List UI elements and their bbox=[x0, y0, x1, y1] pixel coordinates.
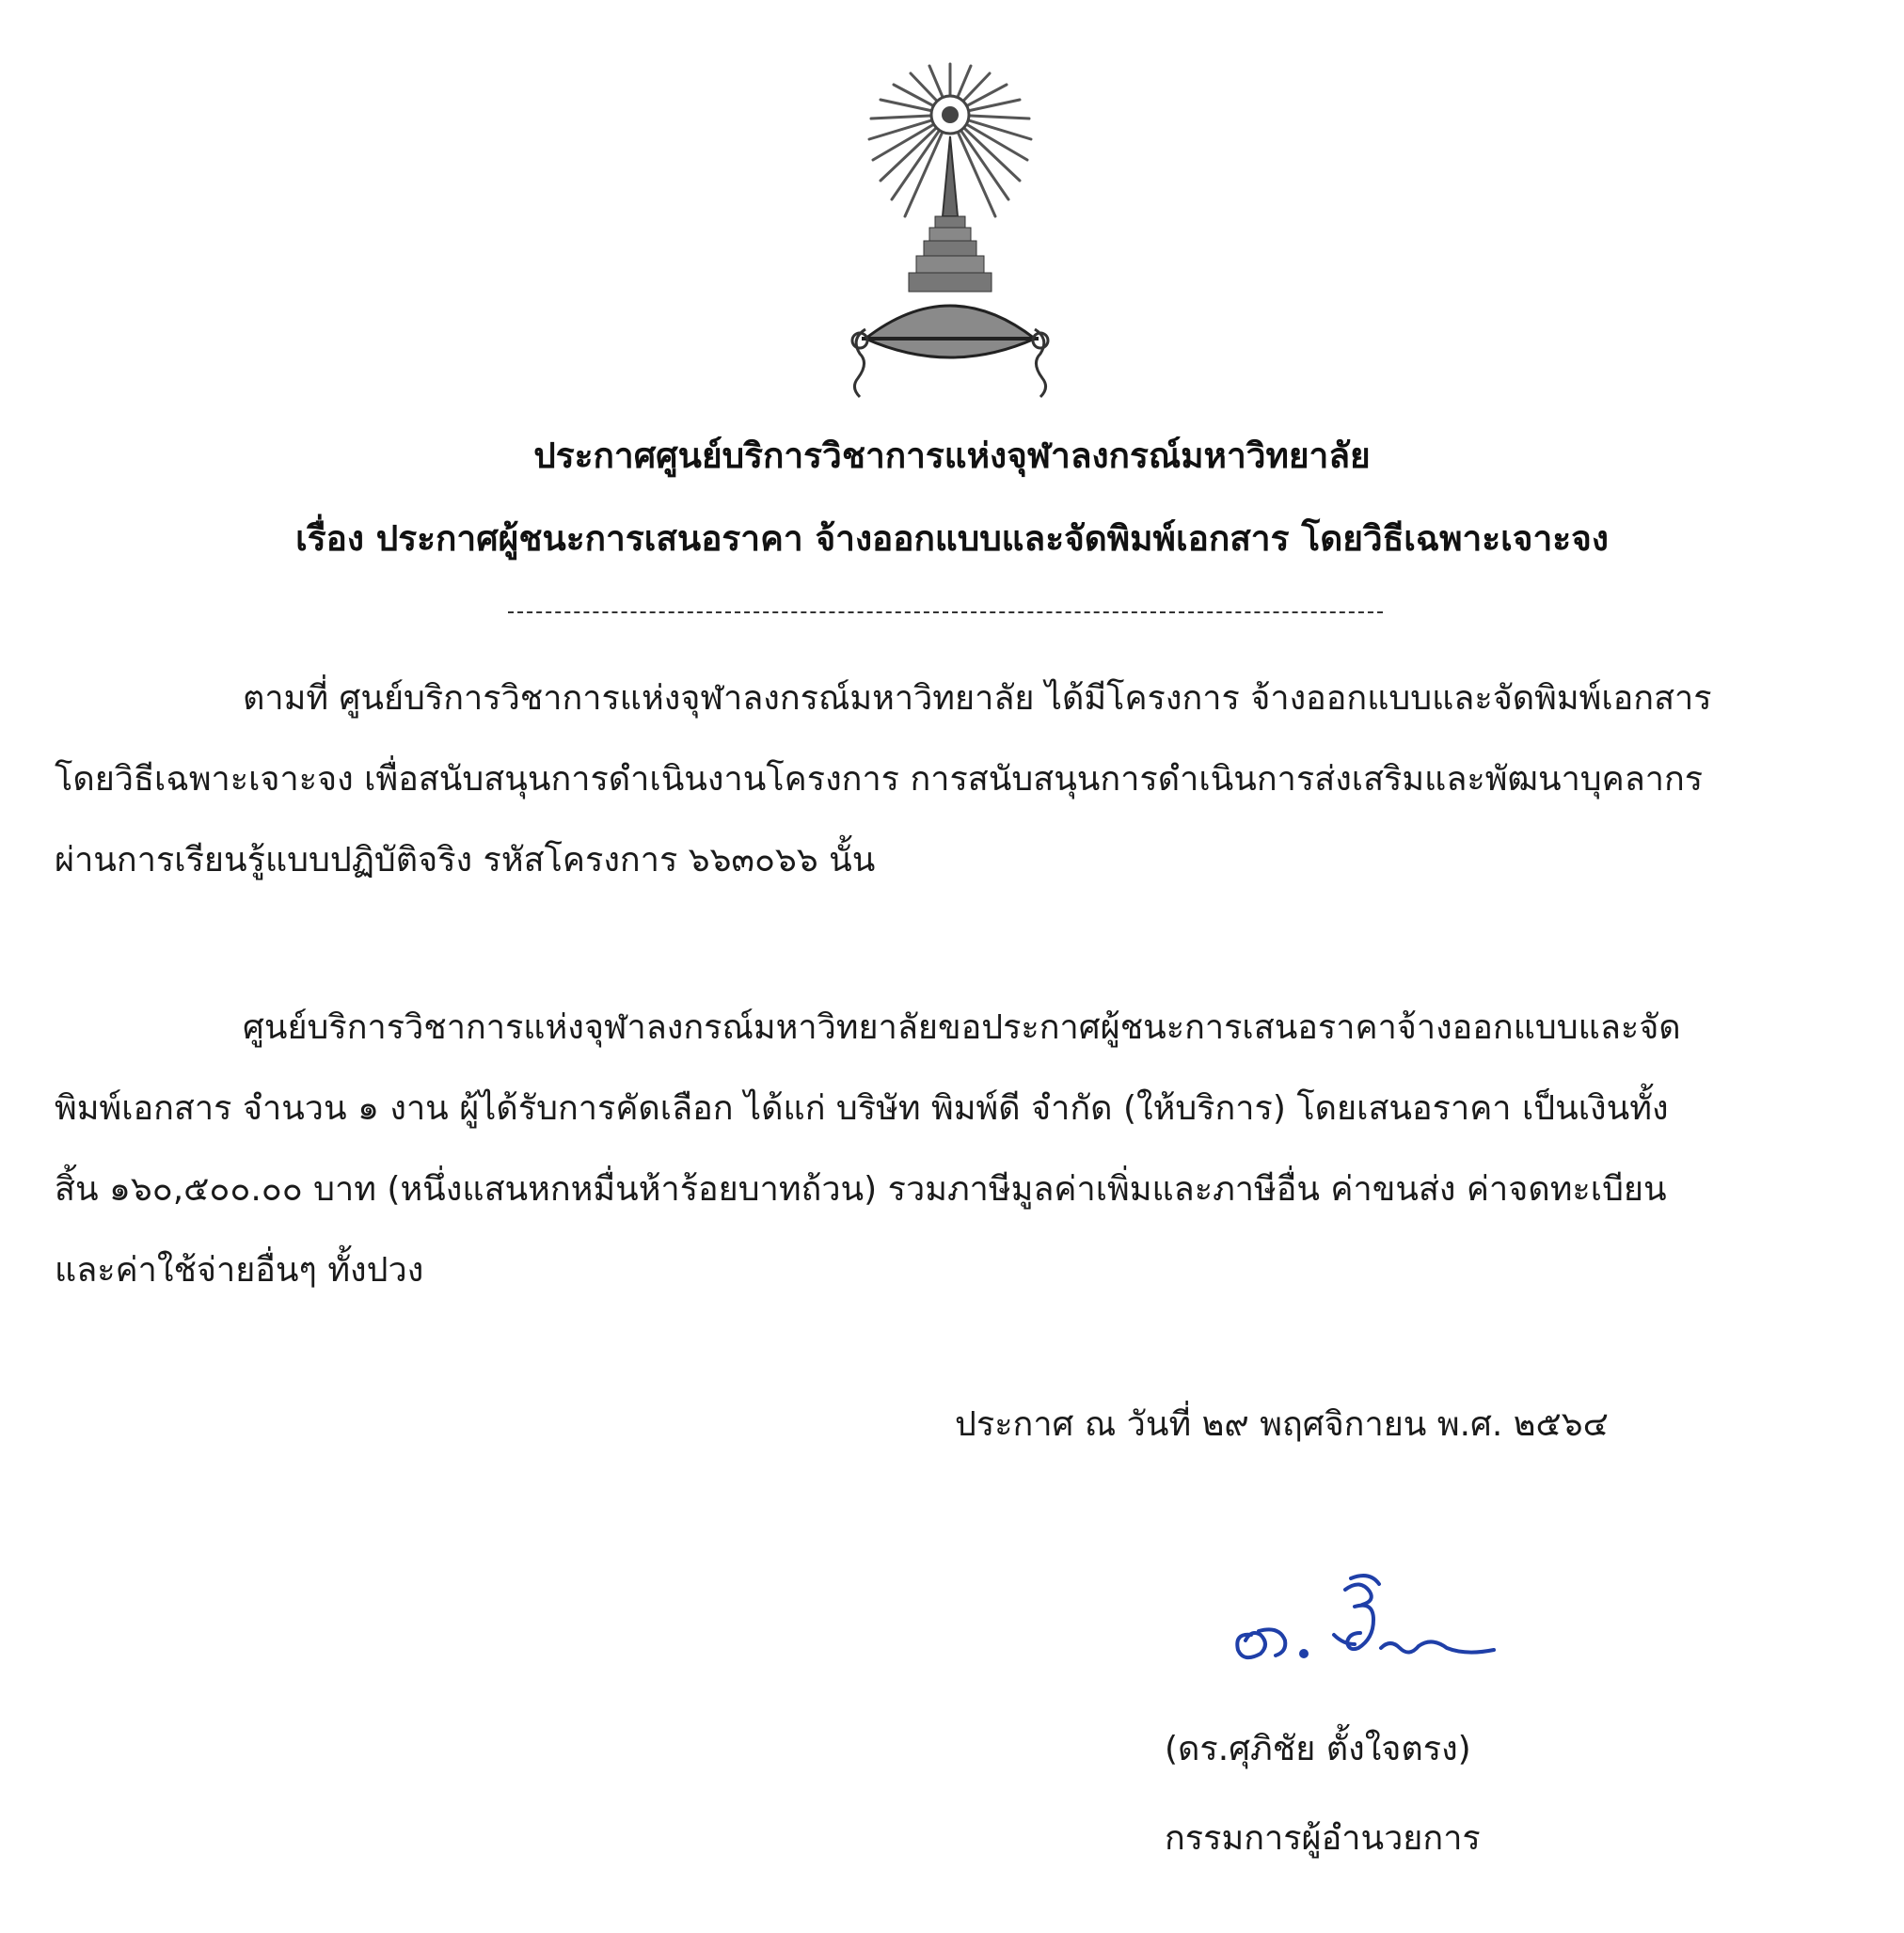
paragraph-line: โดยวิธีเฉพาะเจาะจง เพื่อสนับสนุนการดำเนินงานโครงการ การสนับสนุนการดำเนินการส่งเสริมและพัฒนาบุคลากร bbox=[55, 760, 1704, 799]
divider bbox=[508, 611, 1383, 613]
signer-name: (ดร.ศุภิชัย ตั้งใจตรง) bbox=[1165, 1730, 1471, 1768]
announcement-subject: เรื่อง ประกาศผู้ชนะการเสนอราคา จ้างออกแบบและจัดพิมพ์เอกสาร โดยวิธีเฉพาะเจาะจง bbox=[295, 518, 1609, 559]
announcement-title: ประกาศศูนย์บริการวิชาการแห่งจุฬาลงกรณ์มหาวิทยาลัย bbox=[533, 436, 1371, 476]
body-paragraph-2 bbox=[55, 988, 1837, 1311]
handwritten-signature bbox=[1214, 1569, 1505, 1672]
university-emblem-icon bbox=[837, 56, 1063, 414]
paragraph-line: พิมพ์เอกสาร จำนวน ๑ งาน ผู้ได้รับการคัดเลือก ได้แก่ บริษัท พิมพ์ดี จำกัด (ให้บริการ) โดยเสนอราคา เป็นเงินทั้ง bbox=[55, 1089, 1669, 1128]
body-paragraph-1 bbox=[55, 658, 1837, 901]
paragraph-line: ผ่านการเรียนรู้แบบปฏิบัติจริง รหัสโครงการ ๖๖๓๐๖๖ นั้น bbox=[55, 841, 876, 879]
signer-position: กรรมการผู้อำนวยการ bbox=[1165, 1819, 1481, 1858]
paragraph-line: และค่าใช้จ่ายอื่นๆ ทั้งปวง bbox=[55, 1251, 424, 1290]
paragraph-line: สิ้น ๑๖๐,๕๐๐.๐๐ บาท (หนึ่งแสนหกหมื่นห้าร้อยบาทถ้วน) รวมภาษีมูลค่าเพิ่มและภาษีอื่น ค่าขนส่ง ค่าจดทะเบียน bbox=[55, 1170, 1667, 1209]
paragraph-line: ศูนย์บริการวิชาการแห่งจุฬาลงกรณ์มหาวิทยาลัยขอประกาศผู้ชนะการเสนอราคาจ้างออกแบบและจัด bbox=[243, 1008, 1681, 1047]
paragraph-line: ตามที่ ศูนย์บริการวิชาการแห่งจุฬาลงกรณ์มหาวิทยาลัย ได้มีโครงการ จ้างออกแบบและจัดพิมพ์เอกสาร bbox=[243, 679, 1712, 718]
announcement-date: ประกาศ ณ วันที่ ๒๙ พฤศจิกายน พ.ศ. ๒๕๖๔ bbox=[955, 1405, 1609, 1444]
